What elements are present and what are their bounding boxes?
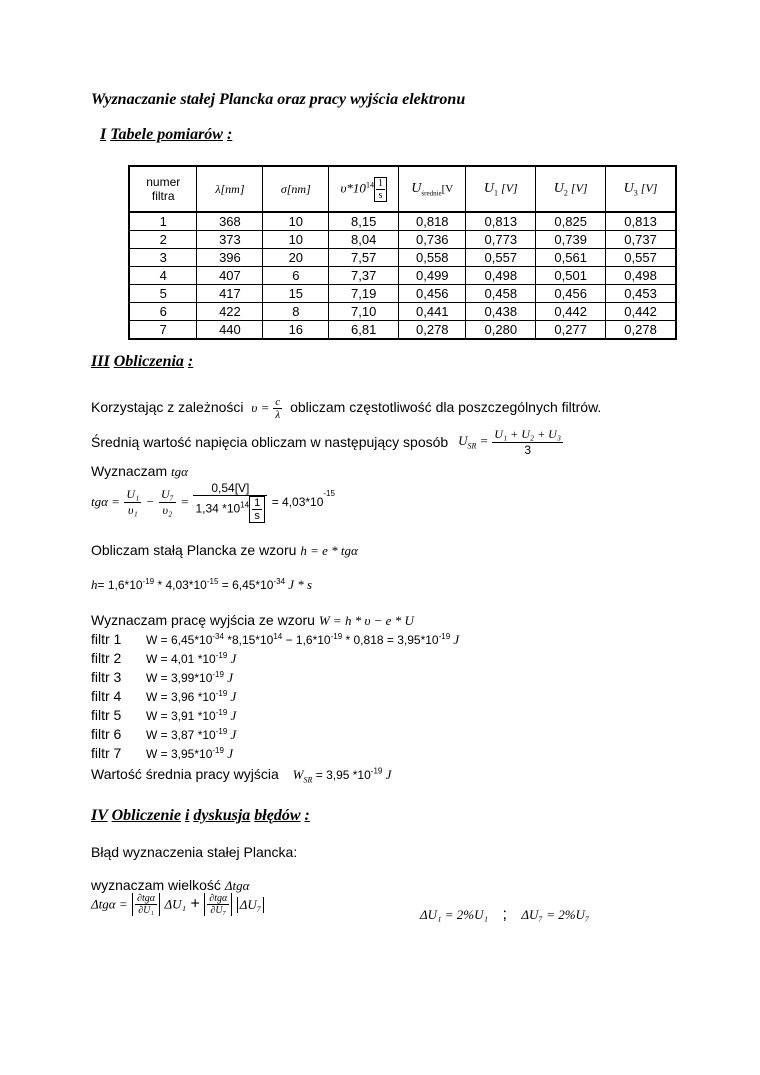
text-average-work: Wartość średnia pracy wyjścia $W_{SR} = 3,95$ $*10^{-19}$ J	[91, 766, 392, 785]
text-planck-error: Błąd wyznaczenia stałej Plancka:	[91, 844, 298, 860]
col-header-u-avg: $U_{średnie}[V$	[399, 166, 466, 212]
col-header-u1: $U_1$ [V]	[466, 166, 536, 212]
text-planck-formula: Obliczam stałą Plancka ze wzoru h = e * tgα	[91, 542, 358, 558]
formula-dtga: Δtgα = $\frac{\text{∂tgα}}{\text{∂U₁}}$ ΔU₁ + $\frac{\text{∂tgα}}{\text{∂U₇}}$ ΔU₇	[91, 893, 264, 916]
text-determine-tga: Wyznaczam tgα	[91, 463, 188, 479]
col-header-lambda: λ[nm]	[197, 166, 263, 212]
text-determine-dtga: wyznaczam wielkość Δtgα	[91, 877, 250, 893]
col-header-nu: $\upsilon*10^{14}$ $\frac{1}{s}$	[329, 166, 399, 212]
section-label: Tabele pomiarów	[110, 126, 223, 143]
table-header-row	[129, 166, 676, 212]
table-row: 6 422 8 7,10 0,441 0,438 0,442 0,442	[129, 303, 676, 321]
section-heading-calculations: III Obliczenia :	[91, 353, 194, 370]
text-frequency-formula: Korzystając z zależności υ = $\frac{c}{\lambda}$ obliczam częstotliwość dla poszczególnych filtrów.	[91, 396, 602, 421]
section-number: I	[100, 126, 107, 143]
formula-tga: tgα = $\frac{\text{U₁}}{\text{υ₁}}$ − $\frac{\text{U₇}}{\text{υ₂}}$ = 0,54[V] 1,34 $*10^{14}$ $\frac{1}{s}$ = $4,03*10^{-15}$	[91, 481, 335, 522]
col-header-sigma: σ[nm]	[263, 166, 329, 212]
filter-row-3: filtr 3 $W = 3,99*10^{-19}$ J	[91, 669, 233, 685]
section-heading-tables	[100, 126, 232, 144]
filter-row-5: filtr 5 W = 3,91 $*10^{-19}$ J	[91, 707, 237, 723]
col-header-filter: numer filtra	[129, 166, 197, 212]
col-header-u2: $U_2$ [V]	[536, 166, 606, 212]
filter-row-4: filtr 4 W = 3,96 $*10^{-19}$ J	[91, 688, 237, 704]
table-row: 3 396 20 7,57 0,558 0,557 0,561 0,557	[129, 249, 676, 267]
filter-row-7: filtr 7 $W = 3,95*10^{-19}$ J	[91, 745, 233, 761]
table-row: 1 368 10 8,15 0,818 0,813 0,825 0,813	[129, 212, 676, 231]
filter-row-6: filtr 6 W = 3,87 $*10^{-19}$ J	[91, 726, 237, 742]
filter-row-1: filtr 1 $W = 6,45*10^{-34}$ $*8,15*10^{14} - 1,6*10^{-19} * 0,818 = 3,95*10^{-19}$ J	[91, 631, 460, 647]
table-row: 7 440 16 6,81 0,278 0,280 0,277 0,278	[129, 321, 676, 340]
table-row: 4 407 6 7,37 0,499 0,498 0,501 0,498	[129, 267, 676, 285]
section-heading-errors: IV Obliczenie i dyskusja błędów :	[91, 807, 310, 824]
table-row: 2 373 10 8,04 0,736 0,773 0,739 0,737	[129, 231, 676, 249]
planck-calculation: $h= 1,6*10^{-19} * 4,03*10^{-15} = 6,45*10^{-34}$ J * s	[91, 577, 313, 592]
section-colon: :	[226, 126, 233, 143]
document-title: Wyznaczanie stałej Plancka oraz pracy wyjścia elektronu	[91, 91, 466, 108]
table-row: 5 417 15 7,19 0,456 0,458 0,456 0,453	[129, 285, 676, 303]
col-header-u3: $U_3$ [V]	[606, 166, 676, 212]
text-average-voltage: Średnią wartość napięcia obliczam w następujący sposób $U_{SR}$ = $\frac{\text{U₁ + U₂ + U₃}}{3}$	[91, 427, 562, 457]
text-work-formula: Wyznaczam pracę wyjścia ze wzoru W = h * υ − e * U	[91, 612, 414, 628]
filter-row-2: filtr 2 W = 4,01 $*10^{-19}$ J	[91, 650, 237, 666]
relative-errors: ΔU₁ = 2%U₁ ; ΔU₇ = 2%U₇	[420, 906, 590, 923]
measurement-table	[128, 165, 677, 340]
